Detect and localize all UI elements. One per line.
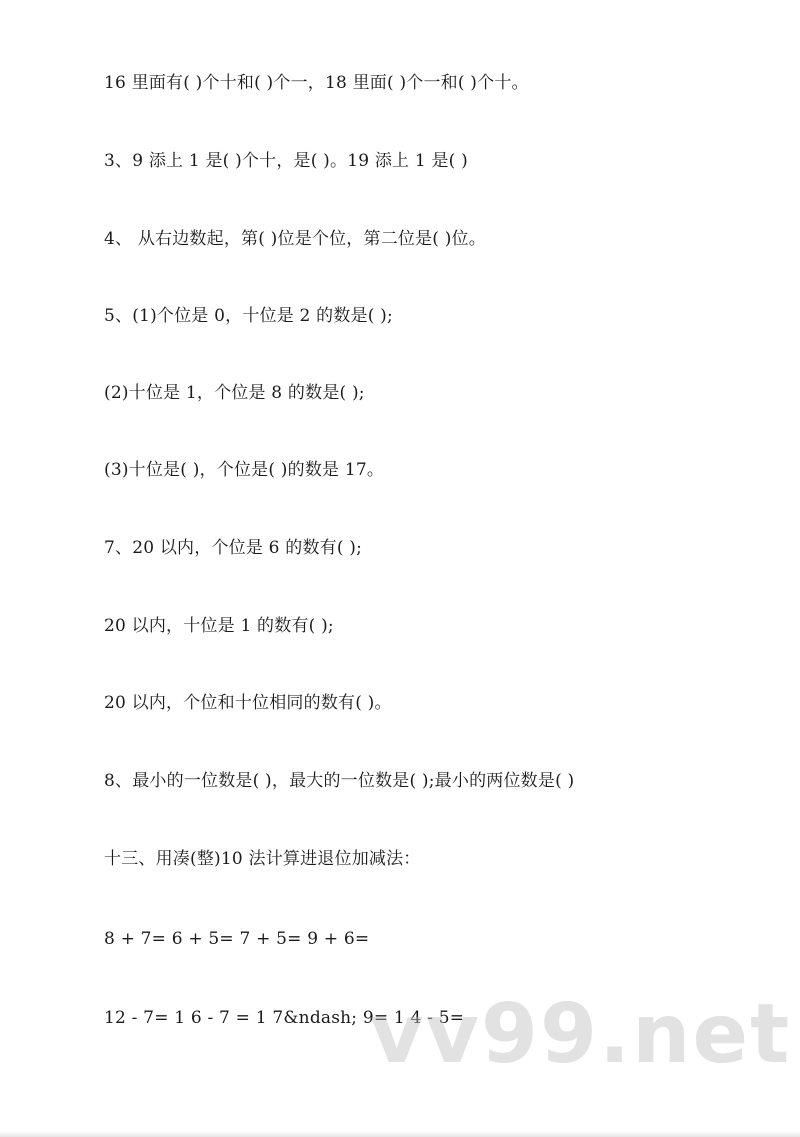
question-line-8: 20 以内，十位是 1 的数有( ); [104,616,334,636]
question-line-5: (2)十位是 1，个位是 8 的数是( ); [104,383,365,403]
question-line-7: 7、20 以内，个位是 6 的数有( ); [104,538,363,558]
addition-problems-line: 8 + 7= 6 + 5= 7 + 5= 9 + 6= [104,929,370,949]
section-heading: 十三、用凑(整)10 法计算进退位加减法： [104,849,421,869]
watermark: vv99.net [370,987,792,1082]
question-line-3: 4、 从右边数起，第( )位是个位，第二位是( )位。 [104,229,486,249]
page-bottom-edge [0,1131,800,1137]
question-line-10: 8、最小的一位数是( )，最大的一位数是( );最小的两位数是( ) [104,771,575,791]
question-line-2: 3、9 添上 1 是( )个十，是( )。19 添上 1 是( ) [104,151,468,171]
subtraction-problems-line: 12 - 7= 1 6 - 7 = 1 7&ndash; 9= 1 4 - 5= [104,1008,465,1028]
question-line-4: 5、(1)个位是 0，十位是 2 的数是( ); [104,306,393,326]
question-line-1: 16 里面有( )个十和( )个一，18 里面( )个一和( )个十。 [104,73,529,93]
question-line-9: 20 以内，个位和十位相同的数有( )。 [104,693,392,713]
question-line-6: (3)十位是( )，个位是( )的数是 17。 [104,460,385,480]
